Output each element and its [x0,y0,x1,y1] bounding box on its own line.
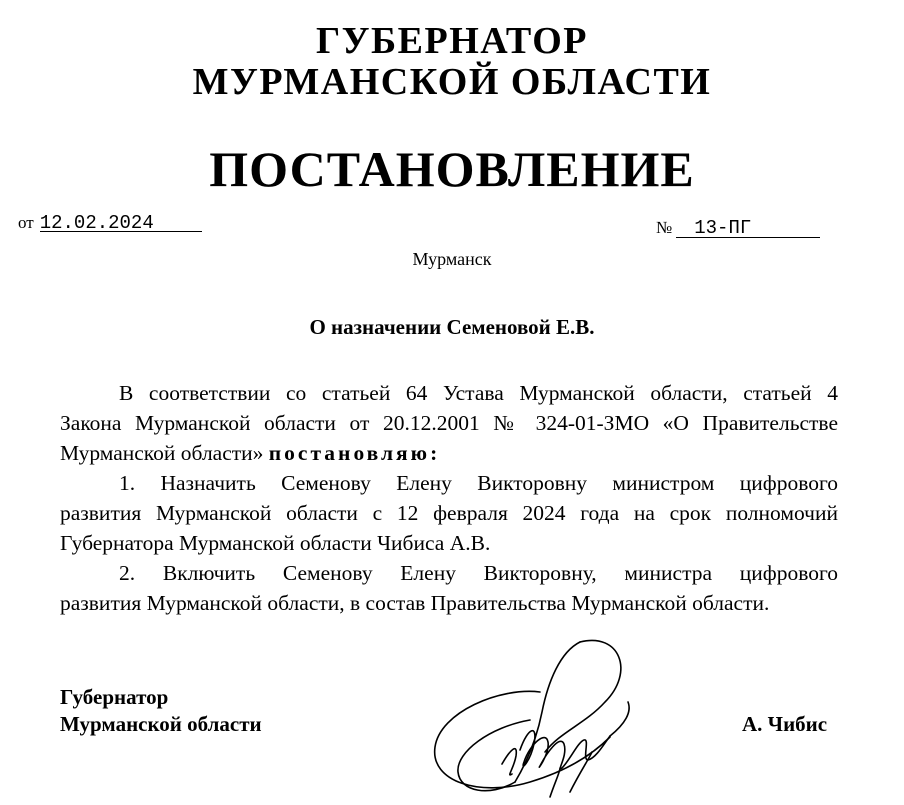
preamble-line3-text: Мурманской области» [60,441,264,465]
document-subject: О назначении Семеновой Е.В. [309,315,595,339]
number-value: 13-ПГ [694,217,752,239]
city-name: Мурманск [412,249,492,269]
number-field [656,217,751,239]
preamble-line1: В соответствии со статьей 64 Устава Мурманской области, статьей 4 [119,381,838,405]
item1-line2: развития Мурманской области с 12 февраля 2024 года на срок полномочий [60,501,838,525]
signatory-position-line2: Мурманской области [60,712,262,736]
document-type-title: ПОСТАНОВЛЕНИЕ [209,141,695,197]
item2-line1: 2. Включить Семенову Елену Викторовну, министра цифрового [119,561,838,585]
signatory-position [60,684,262,738]
preamble-line2: Закона Мурманской области от 20.12.2001 № 324-01-ЗМО «О Правительстве [60,411,838,435]
date-prefix: от [18,213,34,232]
item2-line2: развития Мурманской области, в состав Правительства Мурманской области. [60,591,770,615]
decree-keyword: постановляю: [268,441,441,465]
signatory-name: А. Чибис [742,712,828,736]
signatory-position-line1: Губернатор [60,685,169,709]
number-prefix: № [656,218,673,237]
issuer-title-line2: МУРМАНСКОЙ ОБЛАСТИ [192,61,712,103]
item1-line3: Губернатора Мурманской области Чибиса А.В. [60,531,491,555]
date-value: 12.02.2024 [39,212,154,234]
item1-line1: 1. Назначить Семенову Елену Викторовну министром цифрового [119,471,838,495]
document-body [60,378,838,618]
preamble-line3 [60,438,838,468]
date-underline [40,231,202,232]
handwritten-signature [420,632,670,804]
issuer-title-line1: ГУБЕРНАТОР [315,20,589,62]
number-underline [676,237,820,238]
